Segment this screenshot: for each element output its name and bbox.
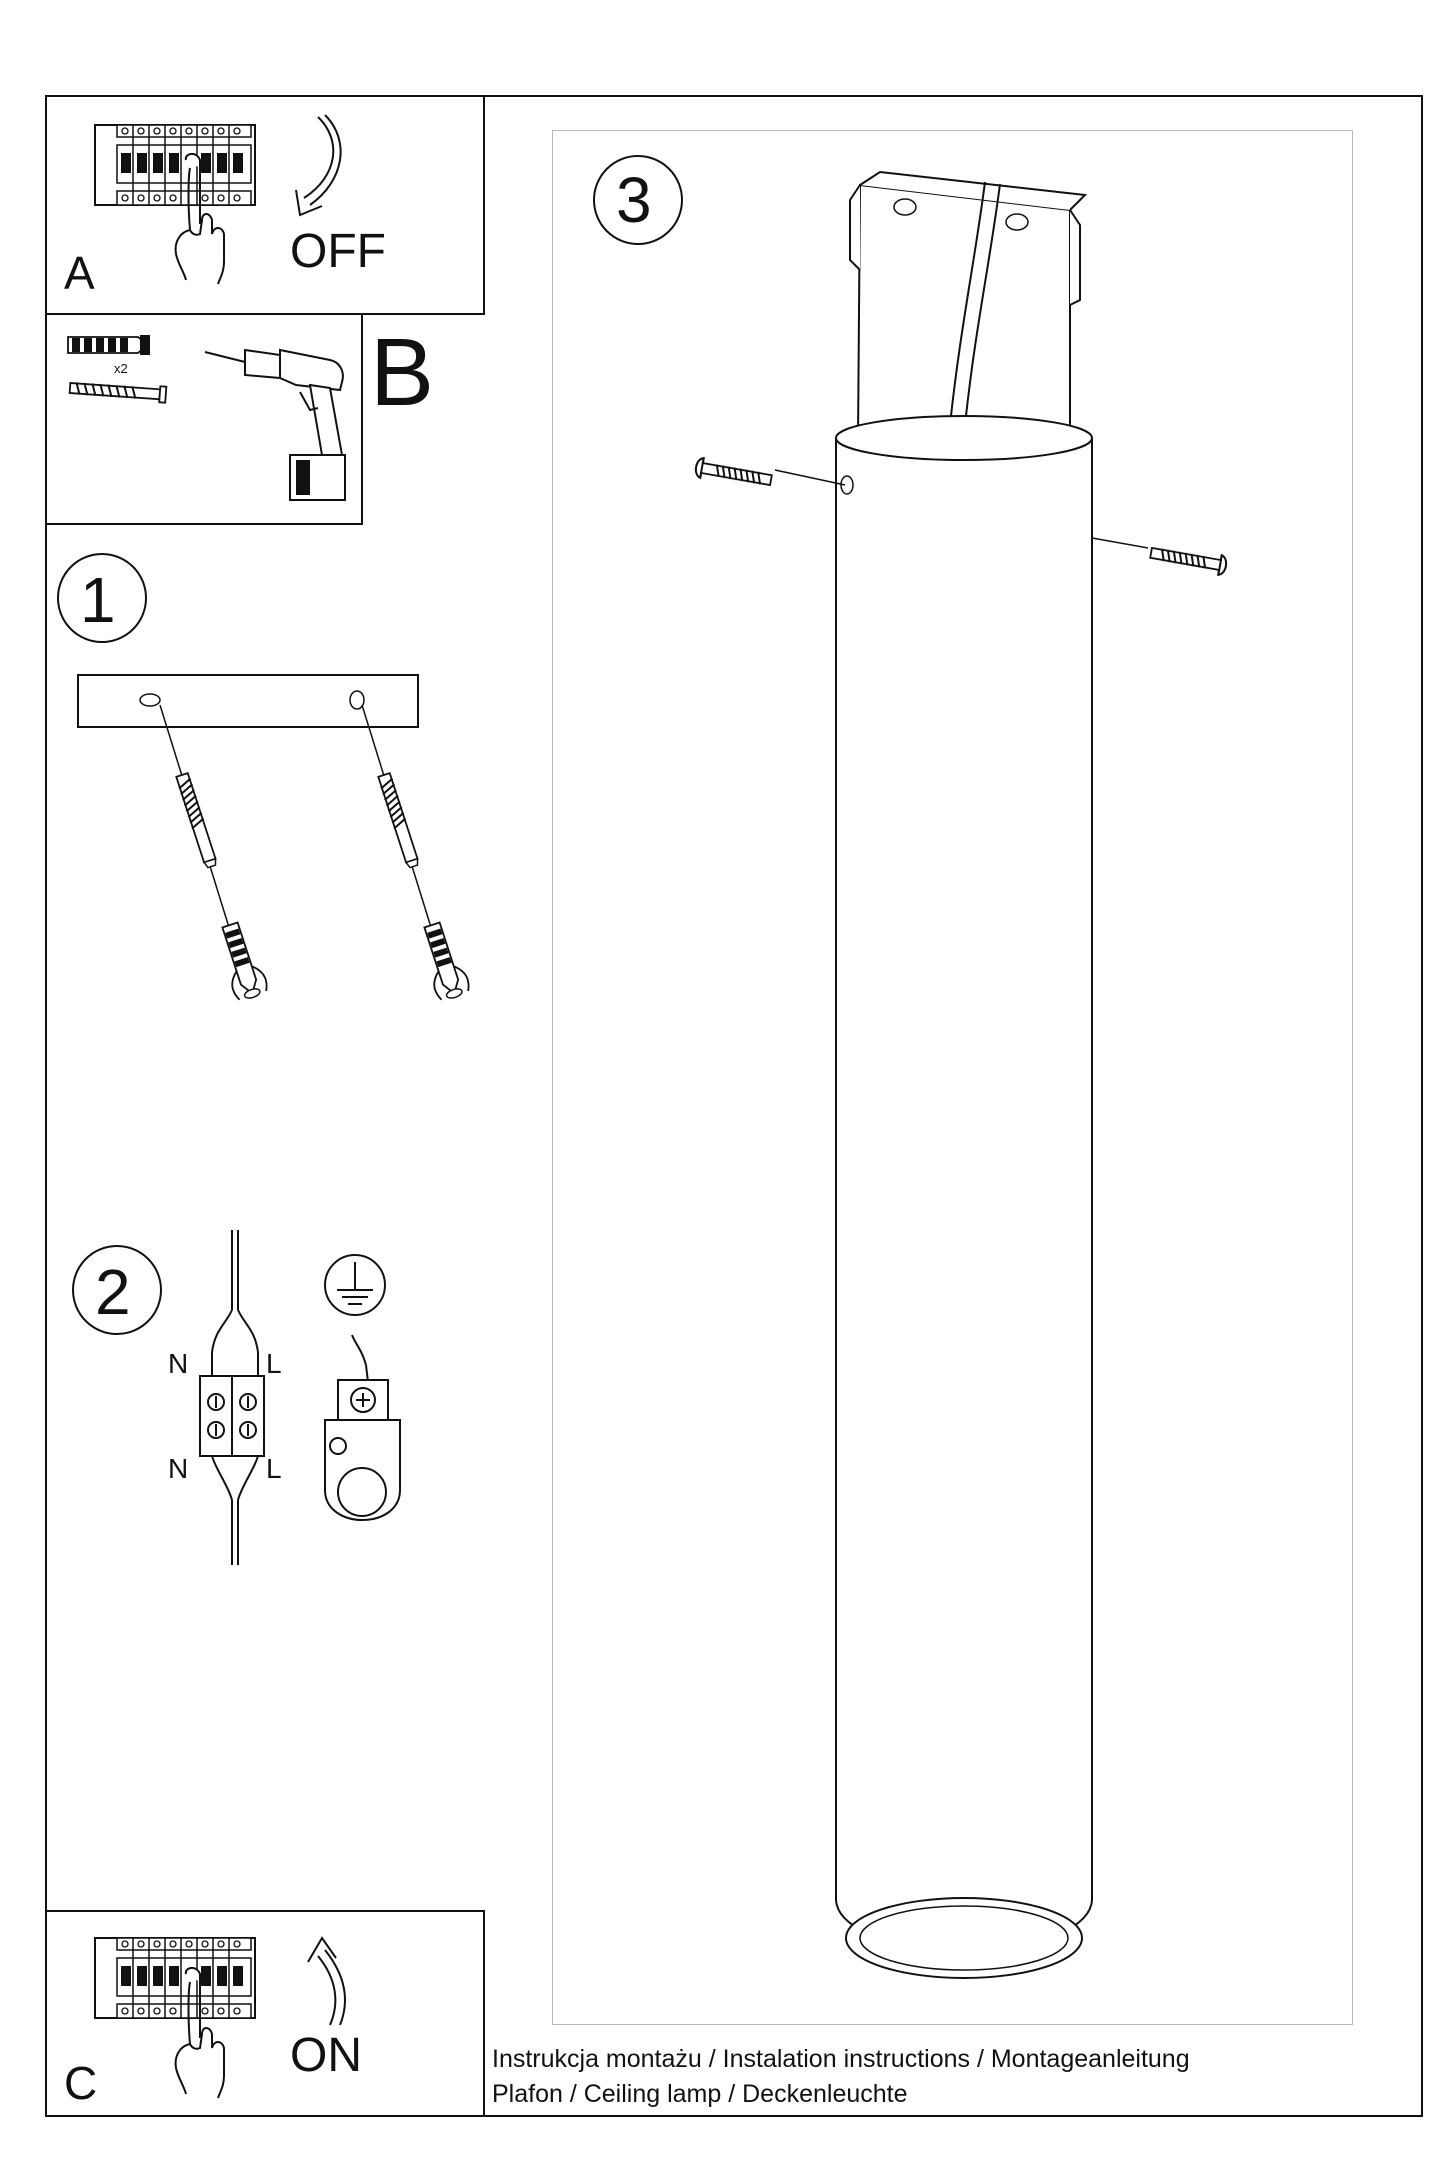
terminal-block-icon: [200, 1230, 264, 1565]
step-c-letter: C: [64, 2057, 98, 2109]
ground-terminal-icon: [325, 1255, 400, 1520]
neutral-bottom-label: N: [168, 1453, 189, 1484]
drill-icon: [205, 350, 345, 500]
on-label: ON: [290, 2029, 362, 2082]
off-label: OFF: [290, 225, 386, 278]
step-2-number: 2: [95, 1256, 131, 1328]
step-3-number: 3: [616, 164, 652, 236]
step-b-letter: B: [370, 319, 435, 426]
step-a-letter: A: [64, 247, 95, 299]
mounting-bar-drilling-icon: [78, 675, 472, 1003]
live-top-label: L: [266, 1348, 282, 1379]
anchor-count: x2: [114, 361, 128, 376]
neutral-top-label: N: [168, 1348, 189, 1379]
ceiling-lamp-icon: [775, 172, 1148, 1978]
footer-line-1: Instrukcja montażu / Instalation instructions / Montageanleitung: [492, 2045, 1190, 2073]
live-bottom-label: L: [266, 1453, 282, 1484]
step-1-number: 1: [80, 564, 116, 636]
footer-line-2: Plafon / Ceiling lamp / Deckenleuchte: [492, 2080, 908, 2108]
screw-left-icon: [694, 457, 772, 490]
screw-right-icon: [1149, 543, 1227, 576]
